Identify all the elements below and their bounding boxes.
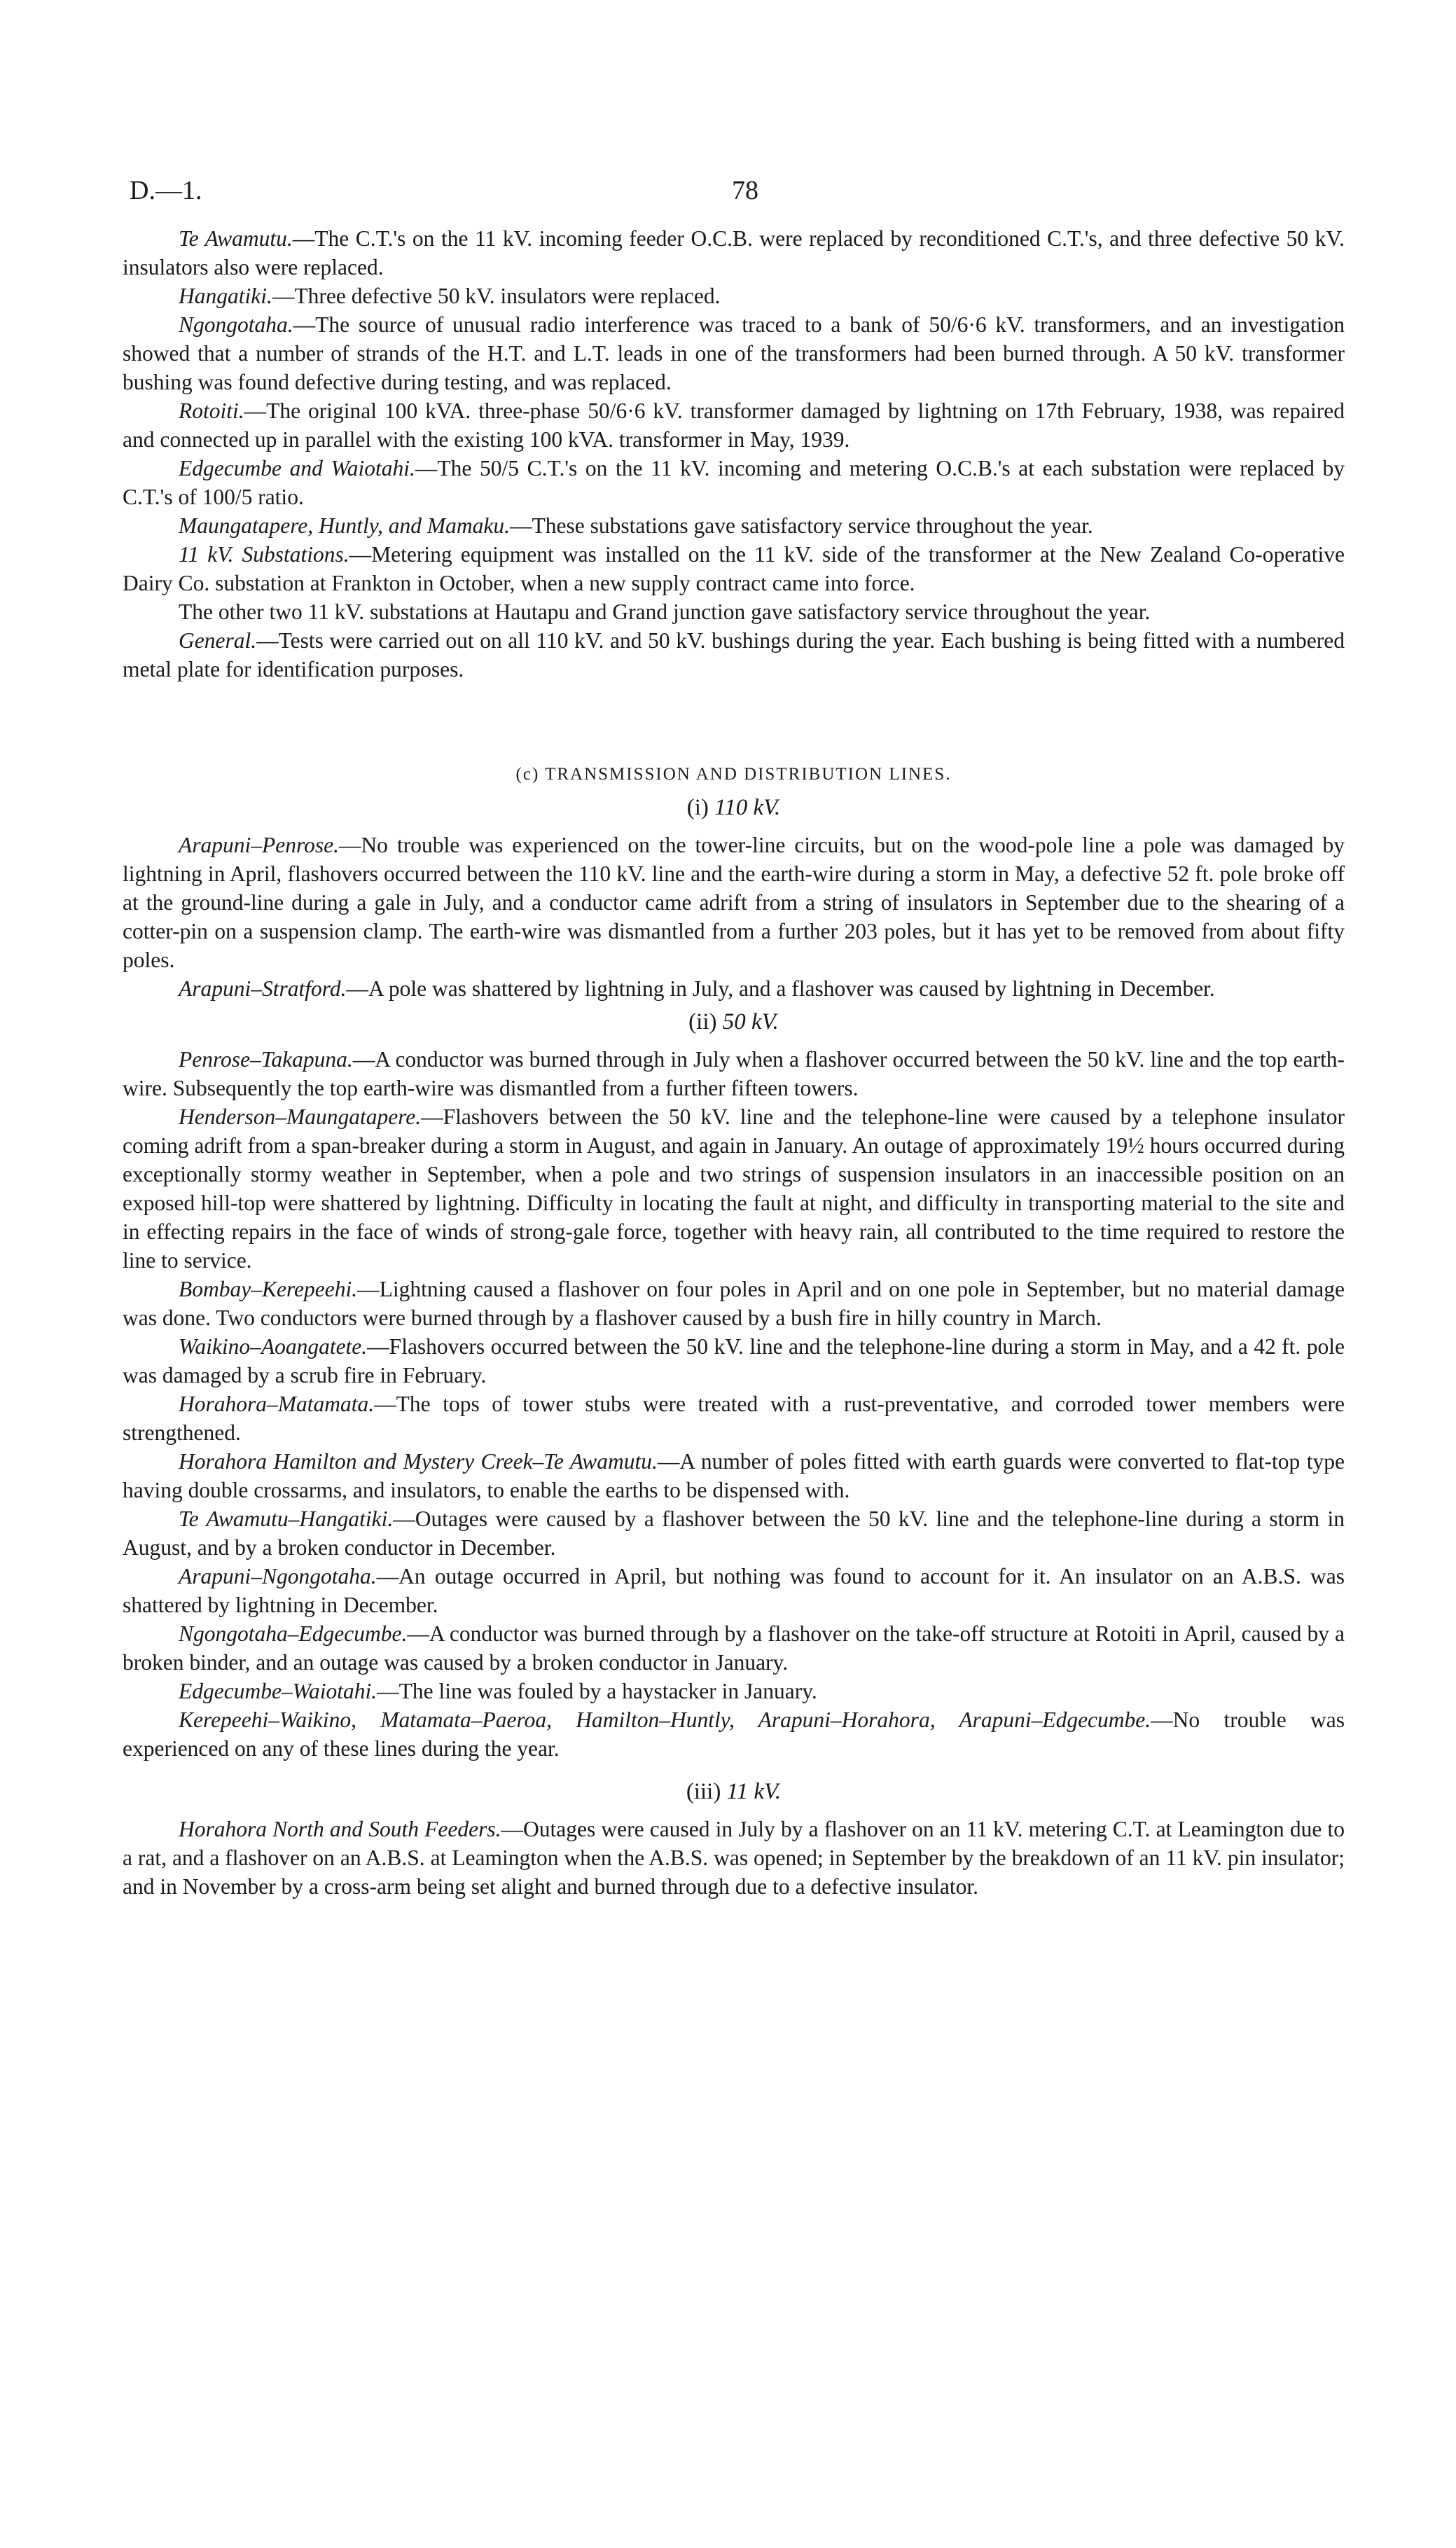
paragraph-horahora-hamilton: Horahora Hamilton and Mystery Creek–Te Awamutu.—A number of poles fitted with earth guards were converted to flat-top type having double crossarms, and insulators, to enable the earths to be dispensed with. bbox=[123, 1449, 1345, 1502]
page-header bbox=[123, 175, 1345, 224]
paragraph-no-trouble-lines: Kerepeehi–Waikino, Matamata–Paeroa, Hamilton–Huntly, Arapuni–Horahora, Arapuni–Edgecumbe.—No trouble was experienced on any of these lines during the year. bbox=[123, 1708, 1345, 1761]
paragraph-henderson-maungatapere: Henderson–Maungatapere.—Flashovers between the 50 kV. line and the telephone-line were caused by a telephone insulator coming adrift from a span-breaker during a storm in August, and again in January. An outage of approximately 19½ hours occurred during exceptionally stormy weather in September, when a pole and two strings of suspension insulators in an inaccessible position on an exposed hill-top were shattered by lightning. Difficulty in locating the fault at night, and difficulty in transporting material to the site and in effecting repairs in the face of winds of strong-gale force, together with heavy rain, all contributed to the time required to restore the line to service. bbox=[123, 1105, 1345, 1273]
paragraph-maungatapere: Maungatapere, Huntly, and Mamaku.—These substations gave satisfactory service throughout the year. bbox=[179, 513, 1093, 538]
paragraph-arapuni-ngongotaha: Arapuni–Ngongotaha.—An outage occurred in April, but nothing was found to account for it. An insulator on an A.B.S. was shattered by lightning in December. bbox=[123, 1564, 1345, 1617]
paragraph-general: General.—Tests were carried out on all 110 kV. and 50 kV. bushings during the year. Each bushing is being fitted with a numbered metal plate for identification purposes. bbox=[123, 628, 1345, 681]
subsection-50kv-title: (ii) 50 kV. bbox=[688, 1009, 779, 1034]
paragraph-ngongotaha-edgecumbe: Ngongotaha–Edgecumbe.—A conductor was burned through by a flashover on the take-off structure at Rotoiti in April, caused by a broken binder, and an outage was caused by a broken conductor in January. bbox=[123, 1621, 1345, 1675]
paragraph-arapuni-penrose: Arapuni–Penrose.—No trouble was experienced on the tower-line circuits, but on the wood-pole line a pole was damaged by lightning in April, flashovers occurred between the 110 kV. line and the earth-wire during a storm in May, a defective 52 ft. pole broke off at the ground-line during a gale in July, and a conductor came adrift from a string of insulators in September due to the shearing of a cotter-pin on a suspension clamp. The earth-wire was dismantled from a further 203 poles, but it has yet to be removed from about fifty poles. bbox=[123, 833, 1345, 972]
paragraph-horahora-feeders: Horahora North and South Feeders.—Outages were caused in July by a flashover on an 11 kV. metering C.T. at Leamington due to a rat, and a flashover on an A.B.S. at Leamington when the A.B.S. was opened; in September by the breakdown of an 11 kV. pin insulator; and in November by a cross-arm being set alight and burned through due to a defective insulator. bbox=[123, 1817, 1345, 1899]
paragraph-other-substations: The other two 11 kV. substations at Hautapu and Grand junction gave satisfactory service throughout the year. bbox=[179, 600, 1151, 624]
paragraph-arapuni-stratford: Arapuni–Stratford.—A pole was shattered by lightning in July, and a flashover was caused by lightning in December. bbox=[179, 976, 1215, 1001]
paragraph-horahora-matamata: Horahora–Matamata.—The tops of tower stubs were treated with a rust-preventative, and corroded tower members were strengthened. bbox=[123, 1392, 1345, 1445]
paragraph-edgecumbe-waiotahi: Edgecumbe and Waiotahi.—The 50/5 C.T.'s on the 11 kV. incoming and metering O.C.B.'s at each substation were replaced by C.T.'s of 100/5 ratio. bbox=[123, 456, 1345, 509]
page-number: 78 bbox=[732, 176, 758, 205]
section-title: (c) TRANSMISSION AND DISTRIBUTION LINES. bbox=[515, 765, 952, 784]
document-page bbox=[123, 175, 1345, 1901]
paragraph-hangatiki: Hangatiki.—Three defective 50 kV. insulators were replaced. bbox=[179, 284, 721, 308]
paragraph-edgecumbe-waiotahi-line: Edgecumbe–Waiotahi.—The line was fouled by a haystacker in January. bbox=[179, 1679, 817, 1703]
paragraph-rotoiti: Rotoiti.—The original 100 kVA. three-phase 50/6·6 kV. transformer damaged by lightning on 17th February, 1938, was repaired and connected up in parallel with the existing 100 kVA. transformer in May, 1939. bbox=[123, 399, 1345, 452]
paragraph-te-awamutu: Te Awamutu.—The C.T.'s on the 11 kV. incoming feeder O.C.B. were replaced by reconditioned C.T.'s, and three defective 50 kV. insulators also were replaced. bbox=[123, 226, 1345, 279]
paragraph-te-awamutu-hangatiki: Te Awamutu–Hangatiki.—Outages were caused by a flashover between the 50 kV. line and the telephone-line during a storm in August, and by a broken conductor in December. bbox=[123, 1507, 1345, 1560]
subsection-110kv-title: (i) 110 kV. bbox=[686, 795, 781, 820]
section-spacer bbox=[123, 684, 1345, 761]
paragraph-ngongotaha: Ngongotaha.—The source of unusual radio interference was traced to a bank of 50/6·6 kV. transformers, and an investigation showed that a number of strands of the H.T. and L.T. leads in one of the transformers had been burned through. A 50 kV. transformer bushing was found defective during testing, and was replaced. bbox=[123, 312, 1345, 394]
document-reference: D.—1. bbox=[130, 176, 202, 205]
paragraph-11kv-substations: 11 kV. Substations.—Metering equipment was installed on the 11 kV. side of the transformer at the New Zealand Co-operative Dairy Co. substation at Frankton in October, when a new supply contract came into force. bbox=[123, 542, 1345, 595]
paragraph-bombay-kerepeehi: Bombay–Kerepeehi.—Lightning caused a flashover on four poles in April and on one pole in September, but no material damage was done. Two conductors were burned through by a flashover caused by a bush fire in hilly country in March. bbox=[123, 1277, 1345, 1330]
subsection-11kv-title: (iii) 11 kV. bbox=[686, 1779, 782, 1804]
paragraph-penrose-takapuna: Penrose–Takapuna.—A conductor was burned through in July when a flashover occurred between the 50 kV. line and the top earth-wire. Subsequently the top earth-wire was dismantled from a further fifteen towers. bbox=[123, 1047, 1345, 1100]
paragraph-waikino-aoangatete: Waikino–Aoangatete.—Flashovers occurred between the 50 kV. line and the telephone-line during a storm in May, and a 42 ft. pole was damaged by a scrub fire in February. bbox=[123, 1334, 1345, 1387]
